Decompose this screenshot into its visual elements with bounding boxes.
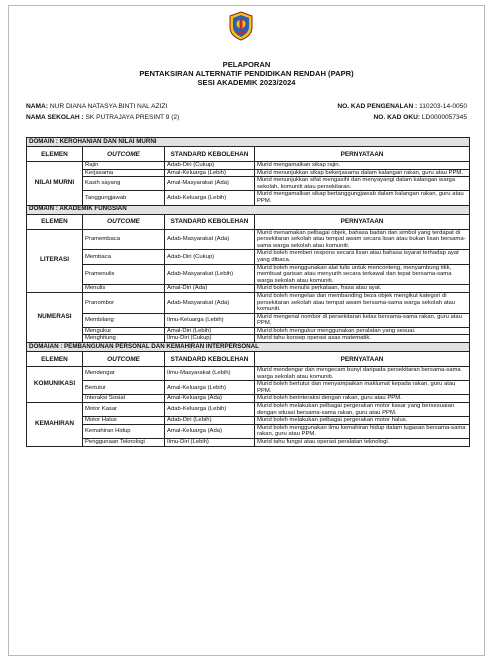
student-name-value: NUR DIANA NATASYA BINTI NAL AZIZI xyxy=(49,103,168,110)
column-header-row xyxy=(27,147,470,162)
standard-cell: Amal-Diri (Ada) xyxy=(165,285,255,293)
table-row xyxy=(27,264,470,285)
table-row xyxy=(27,403,470,417)
standard-cell: Adab-Keluarga (Lebih) xyxy=(165,191,255,205)
outcome-cell: Pranombor xyxy=(83,292,165,313)
student-name-label: NAMA: xyxy=(26,103,48,110)
table-row xyxy=(27,162,470,170)
ic-number-label: NO. KAD PENGENALAN : xyxy=(337,103,418,110)
statement-cell: Murid boleh bertutur dan menyampaikan maklumat kepada rakan, guru atau PPM. xyxy=(255,381,470,395)
domain-header-row xyxy=(27,138,470,147)
element-cell: NUMERASI xyxy=(27,292,83,342)
outcome-cell: Kemahiran Hidup xyxy=(83,424,165,438)
table-row xyxy=(27,177,470,191)
column-header-row xyxy=(27,352,470,367)
table-row xyxy=(27,417,470,425)
statement-cell: Murid boleh menulis perkataan, frasa atau ayat. xyxy=(255,285,470,293)
outcome-cell: Bertutur xyxy=(83,381,165,395)
standard-cell: Amal-Keluarga (Ada) xyxy=(165,424,255,438)
outcome-cell: Menulis xyxy=(83,285,165,293)
table-row xyxy=(27,327,470,335)
standard-cell: Amal-Keluarga (Lebih) xyxy=(165,381,255,395)
standard-cell: Amal-Masyarakat (Ada) xyxy=(165,177,255,191)
statement-cell: Murid mendengar dan mengecam bunyi daripada persekitaran bersama-sama warga sekolah atau komuniti. xyxy=(255,367,470,381)
element-header: ELEMEN xyxy=(27,352,83,367)
outcome-cell: Pramembaca xyxy=(83,229,165,250)
element-cell: NILAI MURNI xyxy=(27,162,83,206)
table-row xyxy=(27,313,470,327)
outcome-cell: Menghitung xyxy=(83,335,165,343)
outcome-header: OUTCOME xyxy=(83,352,165,367)
outcome-cell: Rajin xyxy=(83,162,165,170)
table-row xyxy=(27,250,470,264)
standard-header: STANDARD KEBOLEHAN xyxy=(165,352,255,367)
standard-cell: Adab-Masyarakat (Ada) xyxy=(165,292,255,313)
outcome-cell: Membilang xyxy=(83,313,165,327)
standard-cell: Adab-Diri (Cukup) xyxy=(165,162,255,170)
standard-cell: Ilmu-Masyarakat (Lebih) xyxy=(165,367,255,381)
statement-cell: Murid boleh melakukan pelbagai pergerakan motor halus. xyxy=(255,417,470,425)
outcome-cell: Mendengar xyxy=(83,367,165,381)
outcome-cell: Motor Kasar xyxy=(83,403,165,417)
domain-title: DOMAIN : KEROHANIAN DAN NILAI MURNI xyxy=(27,138,470,147)
element-cell: KOMUNIKASI xyxy=(27,367,83,403)
statement-cell: Murid boleh memberi respons secara lisan atau bahasa isyarat terhadap ayat yang dibaca. xyxy=(255,250,470,264)
statement-cell: Murid boleh menggunakan ilmu kemahiran hidup dalam tugasan bersama-sama rakan, guru atau PPM. xyxy=(255,424,470,438)
domain-title: DOMAIN : AKADEMIK FUNGSIAN xyxy=(27,205,470,214)
table-row xyxy=(27,292,470,313)
oku-number xyxy=(374,114,467,122)
statement-cell: Murid menunjukkan sikap bekerjasama dalam kalangan rakan, guru atau PPM. xyxy=(255,169,470,177)
statement-cell: Murid mengamalkan sikap bertanggungjawab dalam kalangan rakan, guru atau PPM. xyxy=(255,191,470,205)
outcome-cell: Membaca xyxy=(83,250,165,264)
assessment-table-body xyxy=(27,138,470,447)
report-subtitle: PENTAKSIRAN ALTERNATIF PENDIDIKAN RENDAH (PAPR) xyxy=(139,69,354,78)
statement-cell: Murid boleh mengukur menggunakan peralatan yang sesuai. xyxy=(255,327,470,335)
statement-cell: Murid boleh melakukan pelbagai pergerakan motor kasar yang bersesuaian dengan situasi bersama-sama rakan, guru atau PPM. xyxy=(255,403,470,417)
standard-header: STANDARD KEBOLEHAN xyxy=(165,214,255,229)
element-cell: LITERASI xyxy=(27,229,83,292)
element-header: ELEMEN xyxy=(27,147,83,162)
outcome-header: OUTCOME xyxy=(83,147,165,162)
table-row xyxy=(27,424,470,438)
standard-cell: Ilmu-Keluarga (Lebih) xyxy=(165,313,255,327)
outcome-header: OUTCOME xyxy=(83,214,165,229)
table-row xyxy=(27,367,470,381)
element-header: ELEMEN xyxy=(27,214,83,229)
statement-cell: Murid boleh berinteraksi dengan rakan, guru atau PPM. xyxy=(255,395,470,403)
statement-cell: Murid tahu konsep operasi asas matematik. xyxy=(255,335,470,343)
ic-number xyxy=(337,103,467,111)
report-title: PELAPORAN xyxy=(222,60,271,69)
school-name xyxy=(26,114,179,122)
standard-cell: Adab-Diri (Cukup) xyxy=(165,250,255,264)
domain-title: DOMAIAN : PEMBANGUNAN PERSONAL DAN KEMAHIRAN INTERPERSONAL xyxy=(27,343,470,352)
table-row xyxy=(27,285,470,293)
domain-header-row xyxy=(27,205,470,214)
table-row xyxy=(27,169,470,177)
student-name xyxy=(26,103,167,111)
outcome-cell: Kerjasama xyxy=(83,169,165,177)
academic-session: SESI AKADEMIK 2023/2024 xyxy=(197,78,296,87)
domain-header-row xyxy=(27,343,470,352)
table-row xyxy=(27,191,470,205)
outcome-cell: Kasih sayang xyxy=(83,177,165,191)
statement-cell: Murid boleh mengelas dan membanding beza objek mengikut kategori di persekitaran sekolah atau tempat awam bersama-sama warga sekolah atau komuniti. xyxy=(255,292,470,313)
standard-header: STANDARD KEBOLEHAN xyxy=(165,147,255,162)
outcome-cell: Penggunaan Teknologi xyxy=(83,439,165,447)
ic-number-value: 110203-14-0050 xyxy=(419,103,467,110)
outcome-cell: Interaksi Sosial xyxy=(83,395,165,403)
standard-cell: Amal-Keluarga (Ada) xyxy=(165,395,255,403)
standard-cell: Adab-Diri (Lebih) xyxy=(165,417,255,425)
standard-cell: Adab-Masyarakat (Lebih) xyxy=(165,264,255,285)
ministry-logo-icon xyxy=(228,11,254,41)
statement-cell: Murid menamakan pelbagai objek, bahasa badan dan simbol yang terdapat di persekitaran sekolah atau tempat awam secara lisan atau bukan lisan bersama-sama warga sekolah atau komuniti. xyxy=(255,229,470,250)
oku-number-value: LD0000057345 xyxy=(421,114,467,121)
outcome-cell: Pramenulis xyxy=(83,264,165,285)
table-row xyxy=(27,335,470,343)
table-row xyxy=(27,439,470,447)
statement-cell: Murid menunjukkan sifat mengasihi dan menyayangi dalam kalangan warga sekolah, komuniti atau persekitaran. xyxy=(255,177,470,191)
assessment-table xyxy=(26,137,470,447)
table-row xyxy=(27,381,470,395)
outcome-cell: Motor Halus xyxy=(83,417,165,425)
oku-number-label: NO. KAD OKU: xyxy=(373,114,421,121)
element-cell: KEMAHIRAN xyxy=(27,403,83,447)
standard-cell: Adab-Keluarga (Lebih) xyxy=(165,403,255,417)
statement-cell: Murid mengamalkan sikap rajin. xyxy=(255,162,470,170)
statement-header: PERNYATAAN xyxy=(255,214,470,229)
outcome-cell: Tanggungjawab xyxy=(83,191,165,205)
statement-header: PERNYATAAN xyxy=(255,352,470,367)
outcome-cell: Mengukur xyxy=(83,327,165,335)
column-header-row xyxy=(27,214,470,229)
school-name-label: NAMA SEKOLAH : xyxy=(26,114,84,121)
statement-cell: Murid mengenal nombor di persekitaran kelas bersama-sama rakan, guru atau PPM. xyxy=(255,313,470,327)
statement-cell: Murid boleh menggunakan alat tulis untuk menconteng, menyambung titik, membuat garisan atau menyurih secara terkawal dan tepat bersama-sama warga sekolah atau komuniti. xyxy=(255,264,470,285)
standard-cell: Adab-Masyarakat (Ada) xyxy=(165,229,255,250)
school-name-value: SK PUTRAJAYA PRESINT 9 (2) xyxy=(85,114,180,121)
standard-cell: Ilmu-Diri (Cukup) xyxy=(165,335,255,343)
statement-header: PERNYATAAN xyxy=(255,147,470,162)
standard-cell: Amal-Diri (Lebih) xyxy=(165,327,255,335)
standard-cell: Ilmu-Diri (Lebih) xyxy=(165,439,255,447)
statement-cell: Murid tahu fungsi atau operasi peralatan teknologi. xyxy=(255,439,470,447)
table-row xyxy=(27,229,470,250)
standard-cell: Amal-Keluarga (Lebih) xyxy=(165,169,255,177)
table-row xyxy=(27,395,470,403)
